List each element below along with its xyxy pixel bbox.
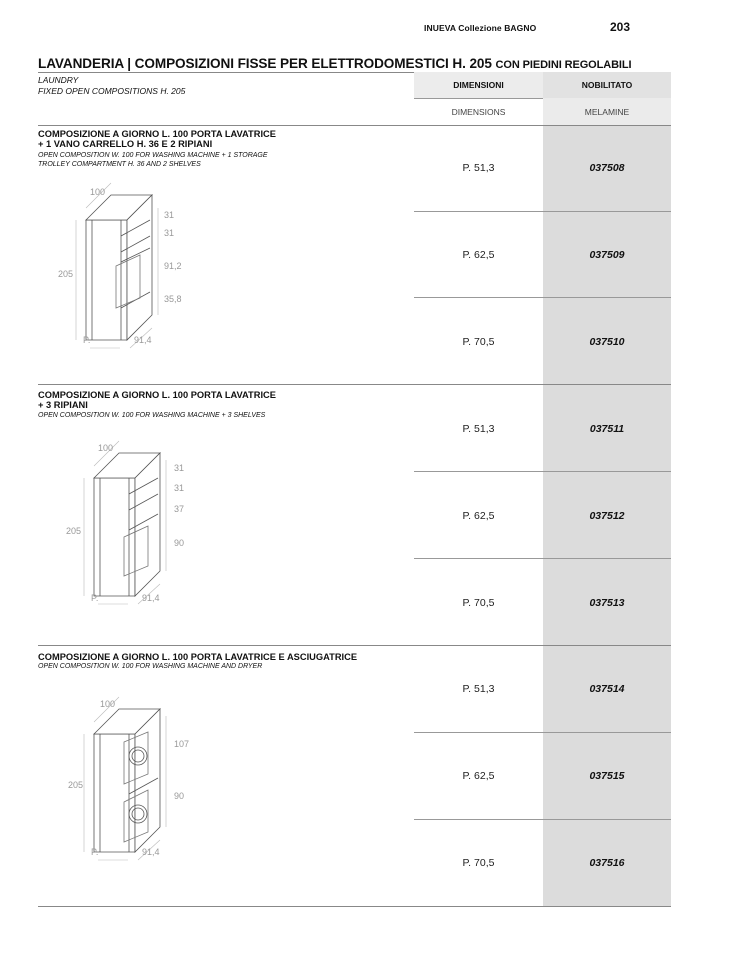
section-2-drawing-dim-2: 31 [174,483,185,493]
section-3-subtitle-line-1: OPEN COMPOSITION W. 100 FOR WASHING MACHINE AND DRYER [38,663,263,670]
subtitle-line-1: LAUNDRY [38,75,79,85]
column-header-finish: NOBILITATO [581,80,633,90]
section-1-technical-drawing [50,180,210,350]
column-subheader-finish: MELAMINE [584,106,630,117]
section-1-row-3-code: 037510 [589,336,625,348]
section-1-row-2-code: 037509 [589,249,625,261]
section-3-title-line-1: COMPOSIZIONE A GIORNO L. 100 PORTA LAVATRICE E ASCIUGATRICE [38,652,358,662]
section-1-drawing-dim-1: 31 [164,210,175,220]
section-2-subtitle [38,411,265,420]
section-2-row-2-dimension: P. 62,5 [462,510,495,522]
section-2-technical-drawing [58,438,218,608]
section-3-drawing-dim-2: 90 [174,791,185,801]
section-rule-3 [38,645,671,646]
section-3-row-1-dimension: P. 51,3 [462,683,495,695]
section-1-row-1-dimension: P. 51,3 [462,162,495,174]
section-1-title-line-2: + 1 VANO CARRELLO H. 36 E 2 RIPIANI [38,139,213,149]
section-3-row-2-dimension: P. 62,5 [462,770,495,782]
section-1-drawing-height: 205 [58,269,74,279]
section-1-subtitle [38,151,268,169]
section-2-drawing-depth-label: P. [91,593,99,603]
section-2-drawing-dim-4: 90 [174,538,185,548]
section-1-drawing-dim-4: 35,8 [164,294,182,304]
subtitle-line-2: FIXED OPEN COMPOSITIONS H. 205 [38,85,186,96]
section-2-drawing-depth: 91,4 [142,593,160,603]
section-2-title-line-2: + 3 RIPIANI [38,400,88,410]
page-title-main: LAVANDERIA | COMPOSIZIONI FISSE PER ELETTRODOMESTICI H. 205 [38,56,492,71]
section-1-drawing-depth-label: P. [83,335,91,345]
section-3-drawing-width: 100 [100,699,116,709]
page-title-suffix: CON PIEDINI REGOLABILI [495,59,632,71]
section-3-row-3-dimension: P. 70,5 [462,857,495,869]
section-2-drawing-dim-3: 37 [174,504,185,514]
section-1-subtitle-line-2: TROLLEY COMPARTMENT H. 36 AND 2 SHELVES [38,161,201,168]
section-3-row-divider-2 [414,819,671,820]
collection-name: INUEVA Collezione BAGNO [424,23,537,33]
section-1-row-2-dimension: P. 62,5 [462,249,495,261]
section-1-title [38,129,276,149]
section-3-technical-drawing [58,694,218,864]
section-3-row-divider-1 [414,732,671,733]
section-3-row-2-code: 037515 [589,770,625,782]
page-subtitle [38,75,185,96]
section-2-row-2-code: 037512 [589,510,625,522]
section-2-row-divider-2 [414,558,671,559]
section-2-row-3-code: 037513 [589,597,625,609]
section-2-row-3-dimension: P. 70,5 [462,597,495,609]
column-header-dimensions: DIMENSIONI [453,80,504,90]
section-3-subtitle [38,662,262,671]
page-number: 203 [610,20,631,34]
section-1-row-1-code: 037508 [589,162,625,174]
section-2-drawing-width: 100 [98,443,114,453]
section-2-title-line-1: COMPOSIZIONE A GIORNO L. 100 PORTA LAVATRICE [38,390,276,400]
page-header [0,20,742,36]
section-1-row-divider-2 [414,297,671,298]
section-1-row-divider-1 [414,211,671,212]
section-2-drawing-dim-1: 31 [174,463,185,473]
section-2-row-1-dimension: P. 51,3 [462,423,495,435]
section-3-title [38,652,357,662]
section-2-row-1-code: 037511 [589,423,625,435]
section-2-drawing-height: 205 [66,526,82,536]
section-3-row-1-code: 037514 [589,683,625,695]
section-rule-2 [38,384,671,385]
section-2-subtitle-line-1: OPEN COMPOSITION W. 100 FOR WASHING MACHINE + 3 SHELVES [38,412,266,419]
section-3-drawing-depth: 91,4 [142,847,160,857]
bottom-rule [38,906,671,907]
page-title [38,56,631,71]
section-1-drawing-dim-3: 91,2 [164,261,182,271]
section-1-drawing-width: 100 [90,187,106,197]
section-3-drawing-depth-label: P. [91,847,99,857]
section-2-title [38,390,276,410]
section-1-drawing-dim-2: 31 [164,228,175,238]
column-subheader-dimensions: DIMENSIONS [451,106,506,117]
section-2-row-divider-1 [414,471,671,472]
section-3-drawing-height: 205 [68,780,84,790]
section-1-row-3-dimension: P. 70,5 [462,336,495,348]
section-3-row-3-code: 037516 [589,857,625,869]
section-1-subtitle-line-1: OPEN COMPOSITION W. 100 FOR WASHING MACHINE + 1 STORAGE [38,152,268,159]
section-3-drawing-dim-1: 107 [174,739,190,749]
section-1-drawing-depth: 91,4 [134,335,152,345]
section-1-title-line-1: COMPOSIZIONE A GIORNO L. 100 PORTA LAVATRICE [38,129,276,139]
